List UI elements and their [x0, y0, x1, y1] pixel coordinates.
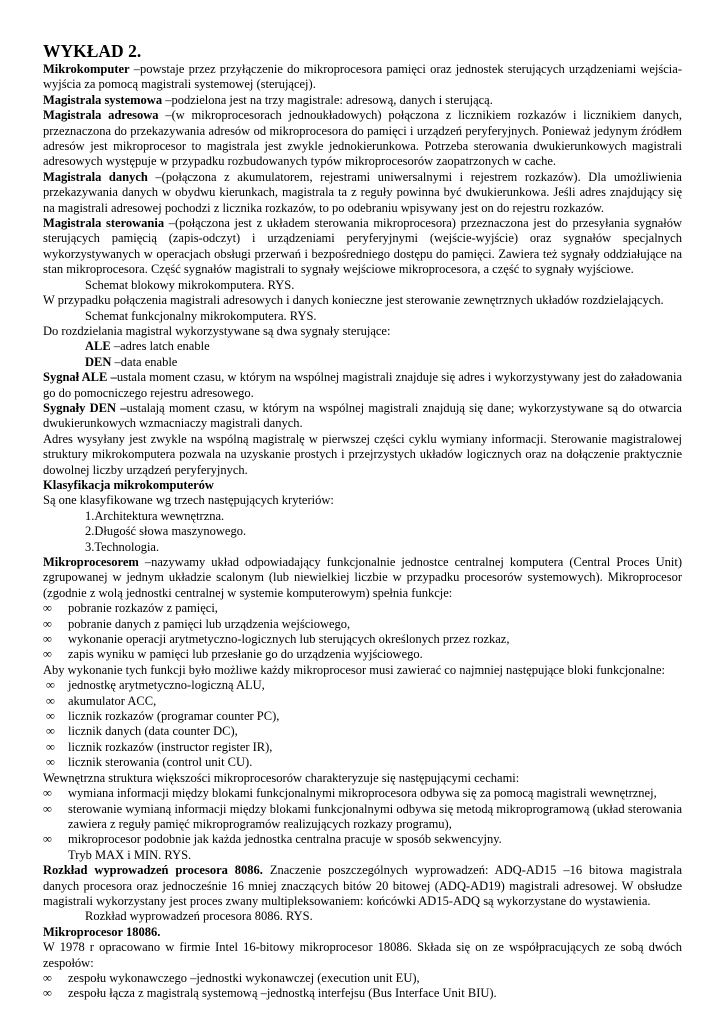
definition: ustalają moment czasu, w którym na wspólnej magistrali znajdują się dane; wykorzystywane są do otwarcia dwukierunkowych wzmacniaczy magistrali danych. [43, 400, 682, 431]
definition: –(połączona z akumulatorem, rejestrami uniwersalnymi i rejestrem rozkazów). Dla umożliwienia przekazywania danych w obydwu kierunkach, magistrala ta z reguły powinna być dwukierunkowa. Jeśli adres znajdujący się na magistrali adresowej pochodzi z licznika rozkazów, to po odebraniu wpisywany jest on do rejestru rozkazów. [43, 169, 682, 215]
list-item-text: zapis wyniku w pamięci lub przesłanie go do urządzenia wyjściowego. [68, 647, 423, 662]
paragraph-mikroprocesorem [43, 555, 682, 601]
infinity-bullet-icon: ∞ [43, 832, 52, 847]
list-item-text: pobranie danych z pamięci lub urządzenia wejściowego, [68, 616, 351, 631]
paragraph-magistrala-danych [43, 170, 682, 216]
heading-text: Mikroprocesor 18086. [43, 924, 161, 939]
signal-item [43, 355, 682, 370]
paragraph-wewnetrzna: Wewnętrzna struktura większości mikroprocesorów charakteryzuje się następującymi cechami: [43, 770, 520, 785]
list-item [43, 632, 682, 647]
list-item [43, 971, 682, 986]
term: Mikroprocesorem [43, 555, 139, 569]
paragraph-polaczenie: W przypadku połączenia magistrali adresowych i danych konieczne jest sterowanie zewnętrznych układów rozdzielających. [43, 293, 664, 308]
term: Magistrala danych [43, 169, 148, 184]
infinity-bullet-icon: ∞ [46, 724, 55, 739]
list-item [43, 740, 682, 755]
blocks-list [43, 678, 682, 770]
infinity-bullet-icon: ∞ [46, 755, 55, 770]
figure-reference: Schemat funkcjonalny mikrokomputera. RYS. [85, 308, 317, 323]
paragraph-magistrala-systemowa [43, 93, 682, 108]
list-item-text: wymiana informacji między blokami funkcjonalnymi mikroprocesora odbywa się za pomocą magistrali wewnętrznej, [68, 786, 657, 801]
term: Rozkład wyprowadzeń procesora 8086. [43, 863, 263, 878]
paragraph-1978: W 1978 r opracowano w firmie Intel 16-bitowy mikroprocesor 18086. Składa się on ze współpracujących ze sobą dwóch zespołów: [43, 940, 682, 970]
list-item [43, 786, 682, 801]
paragraph-sygnaly-den [43, 401, 682, 432]
list-item [43, 802, 682, 833]
paragraph-adres: Adres wysyłany jest zwykle na wspólną magistralę w pierwszej części cyklu wymiany informacji. Sterowanie magistralowej struktury mikrokomputera pozwala na uzyskanie prostych i przejrzystych układów logicznych oraz na dołączenie praktycznie dowolnej liczby urządzeń peryferyjnych. [43, 431, 682, 477]
definition: –podzielona jest na trzy magistrale: adresową, danych i sterującą. [162, 92, 493, 107]
list-item [43, 617, 682, 632]
infinity-bullet-icon: ∞ [43, 786, 52, 801]
list-item [43, 601, 682, 616]
paragraph-magistrala-sterowania [43, 216, 682, 278]
definition: –(połączona jest z układem sterowania mikroprocesora) przeznaczona jest do przesyłania sygnałów sterujących pamięcią (zapis-odczyt) i urządzeniami peryferyjnymi (wejście-wyjście) oraz sygnałów specjalnych wykorzystywanych w operacjach obsługi przerwań i bezpośredniego dostępu do pamięci. Zawiera też sygnały oddziałujące na stan mikroprocesora. Część sygnałów magistrali to sygnały wejściowe mikroprocesora, a część to sygnały wyjściowe. [43, 216, 683, 277]
term: Magistrala systemowa [43, 92, 163, 107]
paragraph-magistrala-adresowa [43, 108, 682, 170]
list-item [43, 832, 682, 847]
infinity-bullet-icon: ∞ [43, 647, 52, 662]
units-list [43, 971, 682, 1002]
criteria-item: 1.Architektura wewnętrzna. [85, 508, 225, 523]
functions-list [43, 601, 682, 663]
list-item-text: sterowanie wymianą informacji między blokami funkcjonalnymi odbywa się metodą mikroprogramową (układ sterowania zawiera z reguły pamięć mikroprogramów realizujących rozkazy programu), [68, 801, 682, 831]
infinity-bullet-icon: ∞ [43, 632, 52, 647]
term: Magistrala sterowania [43, 216, 165, 231]
signal-name: DEN [85, 354, 112, 369]
list-item-text: licznik rozkazów (instructor register IR), [68, 739, 273, 754]
definition: Znaczenie poszczególnych wyprowadzeń: ADQ-AD15 –16 bitowa magistrala danych procesora oraz jednocześnie 16 mniej znaczących bitów 20 bitowej (ADQ-AD19) magistrali adresowej. W obsłudze magistrali wykorzystany jest proces zwany multipleksowaniem: końcówki AD15-ADQ są wykorzystane do wystawienia. [43, 863, 682, 908]
list-item [43, 694, 682, 709]
figure-reference: Tryb MAX i MIN. RYS. [68, 847, 192, 862]
list-item [43, 724, 682, 739]
paragraph-klasyfikowane: Są one klasyfikowane wg trzech następujących kryteriów: [43, 493, 334, 508]
term: Mikrokomputer [43, 62, 130, 76]
section-heading-klasyfikacja [43, 478, 682, 493]
infinity-bullet-icon: ∞ [43, 616, 52, 631]
term: Sygnały DEN – [43, 400, 127, 415]
list-item-text: akumulator ACC, [68, 693, 157, 708]
list-item-text: zespołu wykonawczego –jednostki wykonawczej (execution unit EU), [68, 970, 420, 985]
infinity-bullet-icon: ∞ [46, 678, 55, 693]
figure-reference: Rozkład wyprowadzeń procesora 8086. RYS. [85, 909, 313, 924]
list-item-text: wykonanie operacji arytmetyczno-logicznych lub sterujących określonych przez rozkaz, [68, 632, 510, 647]
list-item-text: mikroprocesor podobnie jak każda jednostka centralna pracuje w sposób sekwencyjny. [68, 832, 502, 847]
list-item [43, 986, 682, 1001]
paragraph-rozdzielanie: Do rozdzielania magistral wykorzystywane są dwa sygnały sterujące: [43, 323, 391, 338]
signal-name: ALE [85, 339, 111, 354]
infinity-bullet-icon: ∞ [43, 801, 52, 816]
definition: ustala moment czasu, w którym na wspólnej magistrali znajduje się adres i wykorzystywany jest do załadowania go do pomocniczego rejestru adresowego. [43, 370, 683, 400]
list-item-text: licznik danych (data counter DC), [68, 724, 238, 739]
paragraph-sygnal-ale [43, 370, 682, 401]
list-item-text: zespołu łącza z magistralą systemową –jednostką interfejsu (Bus Interface Unit BIU). [68, 986, 497, 1001]
heading-text: Klasyfikacja mikrokomputerów [43, 477, 214, 492]
infinity-bullet-icon: ∞ [43, 970, 52, 985]
section-heading-18086 [43, 925, 682, 940]
list-item-text: licznik sterowania (control unit CU). [68, 755, 253, 770]
infinity-bullet-icon: ∞ [46, 709, 55, 724]
page-title: WYKŁAD 2. [43, 41, 142, 61]
list-item [43, 709, 682, 724]
term: Sygnał ALE – [43, 370, 117, 385]
definition: –powstaje przez przyłączenie do mikroprocesora pamięci oraz jednostek sterujących urządzeniami wejścia-wyjścia za pomocą magistrali systemowej (sterującej). [43, 62, 682, 92]
list-item [43, 678, 682, 693]
paragraph-aby: Aby wykonanie tych funkcji było możliwe każdy mikroprocesor musi zawierać co najmniej następujące bloki funkcjonalne: [43, 662, 666, 677]
definition: –nazywamy układ odpowiadający funkcjonalnie jednostce centralnej komputera (Central Proces Unit) zgrupowanej w jednym układzie scalonym (lub niewielkiej liczbie w przypadku procesorów systemowych). Mikroprocesor (zgodnie z wolą jednostki centralnej w systemie komputerowym) spełnia funkcje: [43, 555, 682, 600]
signal-description: –adres latch enable [110, 339, 210, 354]
list-item-text: pobranie rozkazów z pamięci, [68, 601, 218, 616]
infinity-bullet-icon: ∞ [46, 693, 55, 708]
infinity-bullet-icon: ∞ [43, 986, 52, 1001]
signal-description: –data enable [111, 354, 178, 369]
criteria-item: 2.Długość słowa maszynowego. [85, 524, 247, 539]
infinity-bullet-icon: ∞ [46, 739, 55, 754]
definition: –(w mikroprocesorach jednoukładowych) połączona z licznikiem rozkazów i licznikiem danych, przeznaczona do przekazywania adresów od mikroprocesora do pamięci i urządzeń peryferyjnych. Ponieważ jedynym źródłem adresów jest mikroprocesor to magistrala jest zwykle jednokierunkowa. Potrzeba sterowania dwukierunkowych magistrali adresowych występuje w przypadku rozbudowanych typów mikroprocesorów zaopatrzonych w cache. [43, 108, 682, 169]
criteria-item: 3.Technologia. [85, 539, 160, 554]
paragraph-rozklad [43, 863, 682, 909]
signal-item [43, 339, 682, 354]
features-list [43, 786, 682, 848]
term: Magistrala adresowa [43, 108, 159, 123]
list-item-text: jednostkę arytmetyczno-logiczną ALU, [68, 678, 265, 693]
list-item [43, 755, 682, 770]
list-item-text: licznik rozkazów (programar counter PC), [68, 709, 280, 724]
figure-reference: Schemat blokowy mikrokomputera. RYS. [85, 277, 295, 292]
paragraph-mikrokomputer [43, 62, 682, 93]
infinity-bullet-icon: ∞ [43, 601, 52, 616]
list-item [43, 647, 682, 662]
